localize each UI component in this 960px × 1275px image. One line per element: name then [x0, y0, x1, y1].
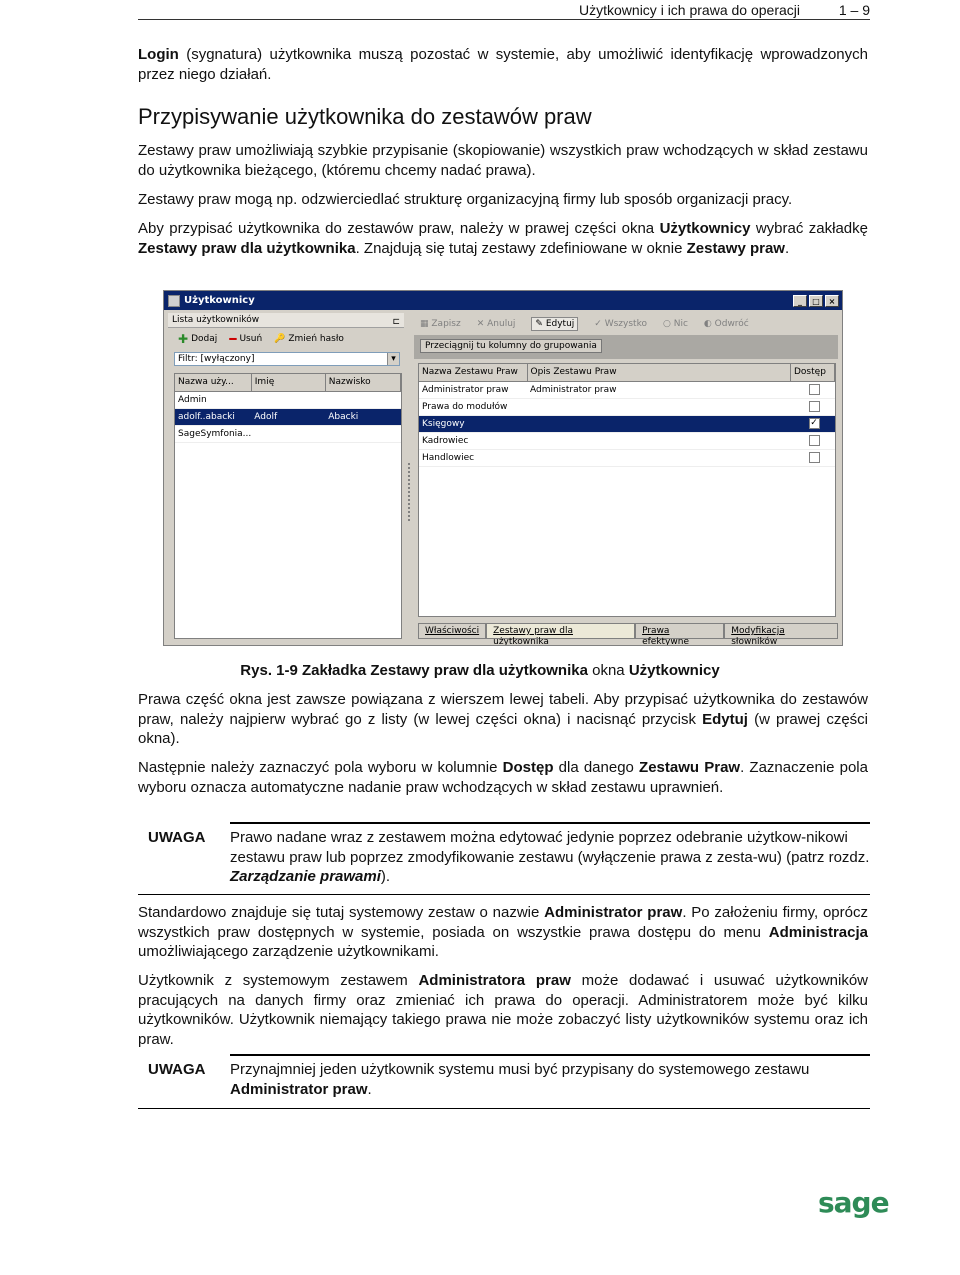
- pencil-icon: ✎: [535, 319, 543, 329]
- app-icon: [168, 295, 180, 307]
- page-header: [138, 0, 870, 20]
- users-list-caption: [168, 313, 404, 328]
- column-header[interactable]: Dostęp: [791, 364, 835, 381]
- term: Użytkownicy: [659, 220, 751, 237]
- text: .: [367, 1080, 372, 1098]
- tab-strip: [418, 623, 838, 646]
- note-rule: [138, 1108, 870, 1109]
- group-by-area[interactable]: [414, 335, 838, 359]
- table-row[interactable]: [419, 381, 835, 398]
- text: Standardowo znajduje się tutaj systemowy zestaw o nazwie: [138, 904, 545, 921]
- table-row[interactable]: [175, 391, 401, 408]
- term: Dostęp: [502, 759, 554, 776]
- text: .: [784, 239, 790, 257]
- note-body: [230, 1060, 870, 1099]
- minus-icon: ━: [229, 332, 237, 346]
- label: Usuń: [239, 334, 263, 344]
- text: dla danego: [553, 759, 640, 776]
- term: Użytkownicy: [628, 662, 720, 679]
- cell: Administrator praw: [527, 381, 791, 398]
- plus-icon: ✚: [178, 332, 189, 346]
- save-icon: ▦: [420, 319, 429, 329]
- text: ).: [380, 868, 391, 885]
- group-by-hint: Przeciągnij tu kolumny do grupowania: [420, 339, 602, 353]
- paragraph-checkboxes: [138, 758, 868, 797]
- select-all-button[interactable]: [594, 319, 647, 329]
- page-number: 1 – 9: [838, 1, 870, 18]
- label: Edytuj: [545, 319, 575, 329]
- invert-button[interactable]: [704, 319, 749, 329]
- text: okna: [587, 662, 629, 679]
- caption-text: Lista użytkowników: [172, 315, 260, 325]
- label: Dodaj: [191, 334, 218, 344]
- cell: adolf..abacki: [175, 408, 251, 425]
- check-icon: ✓: [594, 319, 602, 329]
- note-rule: [138, 894, 870, 895]
- tab-effective-rights[interactable]: Prawa efektywne: [635, 623, 724, 639]
- cancel-button[interactable]: [477, 319, 516, 329]
- text: Prawo nadane wraz z zestawem można edytować jedynie poprzez odebranie użytkow-nikowi zestawu praw lub poprzez zmodyfikowanie zestawu (wyłączenie prawa z zesta-wu) (patrz rozdz.: [230, 829, 870, 866]
- grip-icon: [408, 463, 410, 523]
- cell: [527, 432, 791, 449]
- table-row[interactable]: [419, 398, 835, 415]
- table-row[interactable]: [419, 449, 835, 466]
- text: . Zaznaczenie pola wyboru oznacza automatyczne nadanie praw wchodzących w skład zestawu uprawnień.: [138, 759, 868, 796]
- filter-value: Filtr: [wyłączony]: [178, 354, 255, 364]
- label: Anuluj: [487, 319, 516, 329]
- paragraph-login: [138, 45, 868, 84]
- rights-toolbar: [414, 313, 838, 335]
- window-titlebar[interactable]: [164, 291, 842, 310]
- text: Przynajmniej jeden użytkownik systemu musi być przypisany do systemowego zestawu: [230, 1061, 810, 1078]
- label: Odwróć: [714, 319, 749, 329]
- window-title: Użytkownicy: [184, 295, 255, 306]
- paragraph-structure: Zestawy praw mogą np. odzwierciedlać strukturę organizacyjną firmy lub sposób organizacji pracy.: [138, 191, 793, 208]
- text: . Po założeniu firmy, oprócz wszystkich praw dostępnych w systemie, posiada on wszystkie prawa dostępu do menu: [138, 904, 868, 941]
- cell: [251, 391, 325, 408]
- caption-number: Rys. 1-9 Zakładka: [240, 662, 371, 679]
- label: Nic: [673, 319, 688, 329]
- text: może dodawać i usuwać użytkowników pracujących na danych firmy oraz zmieniać ich prawa do operacji. Administratorem może być kilku użytkowników. Użytkownik niemający takiego prawa nie może zobaczyć listy użytkowników systemu oraz ich praw.: [138, 972, 868, 1048]
- edit-button[interactable]: [531, 317, 578, 331]
- tab-dictionary-modification[interactable]: Modyfikacja słowników: [724, 623, 838, 639]
- note-label: UWAGA: [148, 829, 206, 846]
- chevron-down-icon[interactable]: ▾: [387, 353, 399, 365]
- users-table: [174, 373, 402, 639]
- users-window: [163, 290, 843, 646]
- table-row[interactable]: [175, 408, 401, 425]
- note-label: UWAGA: [148, 1061, 206, 1078]
- close-button[interactable]: ×: [825, 295, 839, 307]
- term: Zestawy praw: [686, 239, 785, 257]
- table-row[interactable]: [175, 425, 401, 442]
- term: Zestawy praw dla użytkownika: [138, 239, 356, 257]
- cell: Kadrowiec: [419, 432, 527, 449]
- header-title: Użytkownicy i ich prawa do operacji: [579, 1, 800, 18]
- cell: [527, 398, 791, 415]
- rights-sets-table: [418, 363, 836, 617]
- cell: [325, 425, 400, 442]
- minimize-button[interactable]: _: [793, 295, 807, 307]
- text: (w prawej części okna).: [138, 710, 869, 747]
- sage-logo: sage: [818, 1186, 889, 1219]
- label: Zmień hasło: [288, 334, 344, 344]
- note-rule: [230, 822, 870, 824]
- note-body: [230, 828, 870, 887]
- column-header[interactable]: Nazwisko: [325, 374, 400, 391]
- note-rule: [230, 1054, 870, 1056]
- tab-properties[interactable]: Właściwości: [418, 623, 486, 639]
- access-checkbox[interactable]: [809, 435, 820, 446]
- paragraph-how-to: [138, 219, 868, 258]
- access-checkbox[interactable]: ✓: [810, 418, 818, 428]
- cell: [527, 415, 791, 432]
- rights-table-header: [419, 364, 835, 381]
- paragraph-intro: Zestawy praw umożliwiają szybkie przypisanie (skopiowanie) wszystkich praw wchodzących w skład zestawu do użytkownika bieżącego, (któremu chcemy nadać prawa).: [138, 142, 868, 179]
- text: Użytkownik z systemowym zestawem: [138, 972, 419, 989]
- access-checkbox[interactable]: [809, 452, 820, 463]
- cell: Księgowy: [419, 415, 527, 432]
- panel-splitter[interactable]: [406, 313, 412, 641]
- none-icon: ○: [662, 319, 671, 329]
- text: umożliwiającego zarządzenie użytkownikami.: [138, 943, 439, 960]
- key-icon: 🔑: [274, 334, 286, 344]
- text: Prawa część okna jest zawsze powiązana z wierszem lewej tabeli. Aby przypisać użytkownika do zestawów praw, należy najpierw wybrać go z listy (w lewej części okna) i nacisnąć przycisk: [138, 691, 868, 728]
- rights-sets-panel: [414, 313, 838, 646]
- cell: [325, 391, 400, 408]
- figure-caption: [0, 662, 960, 679]
- change-password-button[interactable]: [274, 334, 344, 344]
- table-row[interactable]: [419, 432, 835, 449]
- tab-rights-sets[interactable]: Zestawy praw dla użytkownika: [486, 623, 635, 639]
- filter-dropdown[interactable]: [174, 352, 400, 366]
- cancel-icon: ✕: [476, 319, 485, 329]
- cell: Prawa do modułów: [419, 398, 527, 415]
- section-heading: Przypisywanie użytkownika do zestawów praw: [138, 104, 592, 129]
- column-header[interactable]: Nazwa uży...: [175, 374, 251, 391]
- column-header[interactable]: Nazwa Zestawu Praw: [419, 364, 527, 381]
- cell: Handlowiec: [419, 449, 527, 466]
- cell: Administrator praw: [419, 381, 527, 398]
- remove-user-button[interactable]: [229, 332, 262, 346]
- cell: Adolf: [251, 408, 325, 425]
- term: Zestawu Praw: [639, 759, 741, 776]
- paragraph-admin-set: [138, 903, 868, 962]
- paragraph-text: (sygnatura) użytkownika muszą pozostać w systemie, aby umożliwić identyfikację wprowadzonych przez niego działań.: [138, 46, 868, 83]
- term: Edytuj: [702, 710, 748, 728]
- term: Administrator praw: [544, 904, 683, 921]
- save-button[interactable]: [420, 319, 461, 329]
- column-header[interactable]: Imię: [251, 374, 325, 391]
- select-none-button[interactable]: [663, 319, 688, 329]
- cell: [527, 449, 791, 466]
- text: . Znajdują się tutaj zestawy zdefiniowane w oknie: [355, 239, 687, 257]
- term: Administracja: [768, 923, 868, 941]
- term: Administrator praw: [230, 1080, 368, 1098]
- invert-icon: ◐: [703, 319, 712, 329]
- warning-note-2: [138, 1060, 870, 1112]
- paragraph-admin-user: [138, 971, 868, 1049]
- label: Wszystko: [604, 319, 647, 329]
- cell: SageSymfonia...: [175, 425, 251, 442]
- column-header[interactable]: Opis Zestawu Praw: [527, 364, 791, 381]
- text: wybrać zakładkę: [750, 220, 868, 237]
- text: Aby przypisać użytkownika do zestawów praw, należy w prawej części okna: [138, 220, 660, 237]
- maximize-button[interactable]: □: [809, 295, 823, 307]
- text: Następnie należy zaznaczyć pola wyboru w kolumnie: [138, 759, 503, 776]
- warning-note-1: [138, 828, 870, 898]
- cell: [251, 425, 325, 442]
- table-row[interactable]: [419, 415, 835, 432]
- users-toolbar: [168, 328, 404, 350]
- paragraph-right-part: [138, 690, 868, 749]
- users-list-panel: [168, 313, 404, 641]
- chapter-reference: Zarządzanie prawami: [230, 868, 381, 885]
- users-table-header: [175, 374, 401, 391]
- cell: Abacki: [325, 408, 400, 425]
- add-user-button[interactable]: [178, 332, 217, 346]
- access-checkbox[interactable]: [809, 401, 820, 412]
- term: Administratora praw: [418, 972, 571, 989]
- access-checkbox[interactable]: [809, 384, 820, 395]
- label: Zapisz: [431, 319, 461, 329]
- pin-icon[interactable]: ⊏: [392, 317, 400, 327]
- cell: Admin: [175, 391, 251, 408]
- term: Zestawy praw dla użytkownika: [370, 662, 588, 679]
- term-login: Login: [138, 46, 179, 63]
